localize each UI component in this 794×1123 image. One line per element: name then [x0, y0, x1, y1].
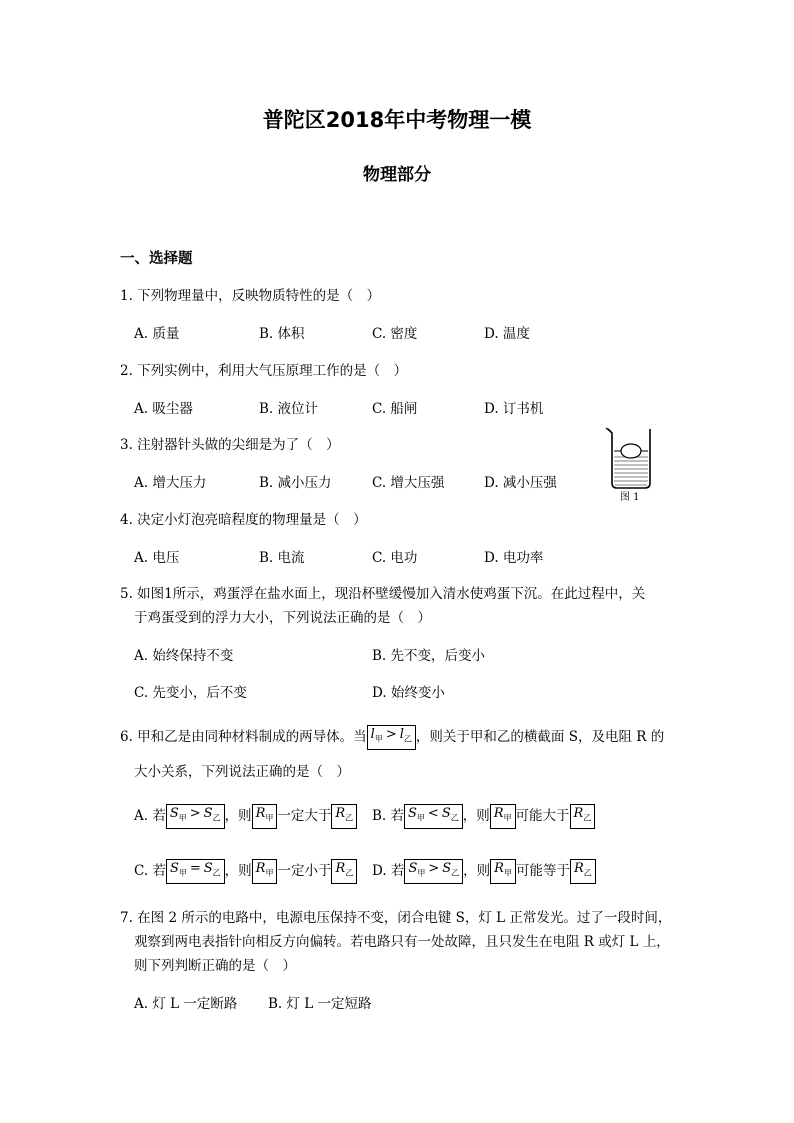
question-6-option-c: C. 若 $S_甲 = S_乙$ ，则 $R_甲$ 一定小于 $R_乙$ — [134, 859, 357, 884]
formula-r-yi: $R_乙$ — [570, 804, 596, 829]
question-3-option-c: C. 增大压强 — [372, 475, 445, 491]
page-title: 普陀区2018年中考物理一模 — [262, 108, 532, 132]
question-5-option-c: C. 先变小，后不变 — [134, 685, 247, 701]
question-2-option-c: C. 船闸 — [372, 401, 418, 417]
formula-r-yi: $R_乙$ — [331, 804, 357, 829]
question-5-stem-line2: 于鸡蛋受到的浮力大小，下列说法正确的是（ ） — [134, 610, 431, 626]
question-6-option-d: D. 若 $S_甲 > S_乙$ ，则 $R_甲$ 可能等于 $R_乙$ — [372, 859, 596, 884]
question-6-stem-line1 — [120, 725, 664, 750]
question-7-stem-line1: 7. 在图 2 所示的电路中，电源电压保持不变，闭合电键 S，灯 L 正常发光。过了一段时间， — [120, 910, 672, 926]
question-6-stem-end: ，则关于甲和乙的横截面 S，及电阻 R 的 — [415, 729, 665, 745]
page-subtitle: 物理部分 — [363, 165, 431, 185]
question-4-option-a: A. 电压 — [134, 550, 180, 566]
question-4-option-b: B. 电流 — [259, 550, 305, 566]
question-7-stem-line3: 则下列判断正确的是（ ） — [134, 958, 296, 974]
question-4-stem: 4. 决定小灯泡亮暗程度的物理量是（ ） — [120, 512, 367, 528]
question-2-option-a: A. 吸尘器 — [134, 401, 193, 417]
question-2-option-d: D. 订书机 — [484, 401, 544, 417]
question-3-option-b: B. 减小压力 — [259, 475, 332, 491]
formula-r-yi: $R_乙$ — [331, 859, 357, 884]
question-1-option-d: D. 温度 — [484, 326, 530, 342]
question-6-stem-start: 6. 甲和乙是由同种材料制成的两导体。当 — [120, 729, 367, 745]
question-7-option-a: A. 灯 L 一定断路 — [134, 996, 238, 1012]
formula-r-jia: $R_甲$ — [490, 804, 516, 829]
question-2-stem: 2. 下列实例中，利用大气压原理工作的是（ ） — [120, 363, 408, 379]
formula-s-compare: $S_甲 > S_乙$ — [404, 859, 463, 884]
question-4-option-d: D. 电功率 — [484, 550, 544, 566]
question-7-stem-line2: 观察到两电表指针向相反方向偏转。若电路只有一处故障，且只发生在电阻 R 或灯 L 上， — [134, 934, 670, 950]
question-2-option-b: B. 液位计 — [259, 401, 319, 417]
question-1-stem: 1. 下列物理量中，反映物质特性的是（ ） — [120, 288, 381, 304]
question-3-option-a: A. 增大压力 — [134, 475, 207, 491]
formula-r-jia: $R_甲$ — [490, 859, 516, 884]
question-1-option-a: A. 质量 — [134, 326, 180, 342]
formula-s-compare: $S_甲 > S_乙$ — [166, 804, 225, 829]
question-1-option-b: B. 体积 — [259, 326, 305, 342]
formula-s-compare: $S_甲 = S_乙$ — [166, 859, 225, 884]
figure-1-caption: 图 1 — [620, 492, 640, 503]
question-5-option-a: A. 始终保持不变 — [134, 648, 234, 664]
question-7-option-b: B. 灯 L 一定短路 — [268, 996, 372, 1012]
question-3-stem: 3. 注射器针头做的尖细是为了（ ） — [120, 437, 340, 453]
formula-s-compare: $S_甲 < S_乙$ — [404, 804, 463, 829]
question-6-option-a: A. 若 $S_甲 > S_乙$ ，则 $R_甲$ 一定大于 $R_乙$ — [134, 804, 357, 829]
section-heading: 一、选择题 — [120, 251, 193, 267]
question-5-option-b: B. 先不变，后变小 — [372, 648, 486, 664]
formula-r-jia: $R_甲$ — [252, 859, 278, 884]
formula-r-jia: $R_甲$ — [252, 804, 278, 829]
question-1-option-c: C. 密度 — [372, 326, 418, 342]
formula-r-yi: $R_乙$ — [570, 859, 596, 884]
question-6-option-b: B. 若 $S_甲 < S_乙$ ，则 $R_甲$ 可能大于 $R_乙$ — [372, 804, 595, 829]
formula-length-condition: $l_甲 > l_乙$ — [367, 725, 416, 750]
question-6-stem-line2: 大小关系，下列说法正确的是（ ） — [134, 764, 350, 780]
question-4-option-c: C. 电功 — [372, 550, 418, 566]
question-3-option-d: D. 减小压强 — [484, 475, 557, 491]
question-5-option-d: D. 始终变小 — [372, 685, 445, 701]
question-5-stem-line1: 5. 如图1所示，鸡蛋浮在盐水面上，现沿杯壁缓慢加入清水使鸡蛋下沉。在此过程中，关 — [120, 586, 646, 602]
